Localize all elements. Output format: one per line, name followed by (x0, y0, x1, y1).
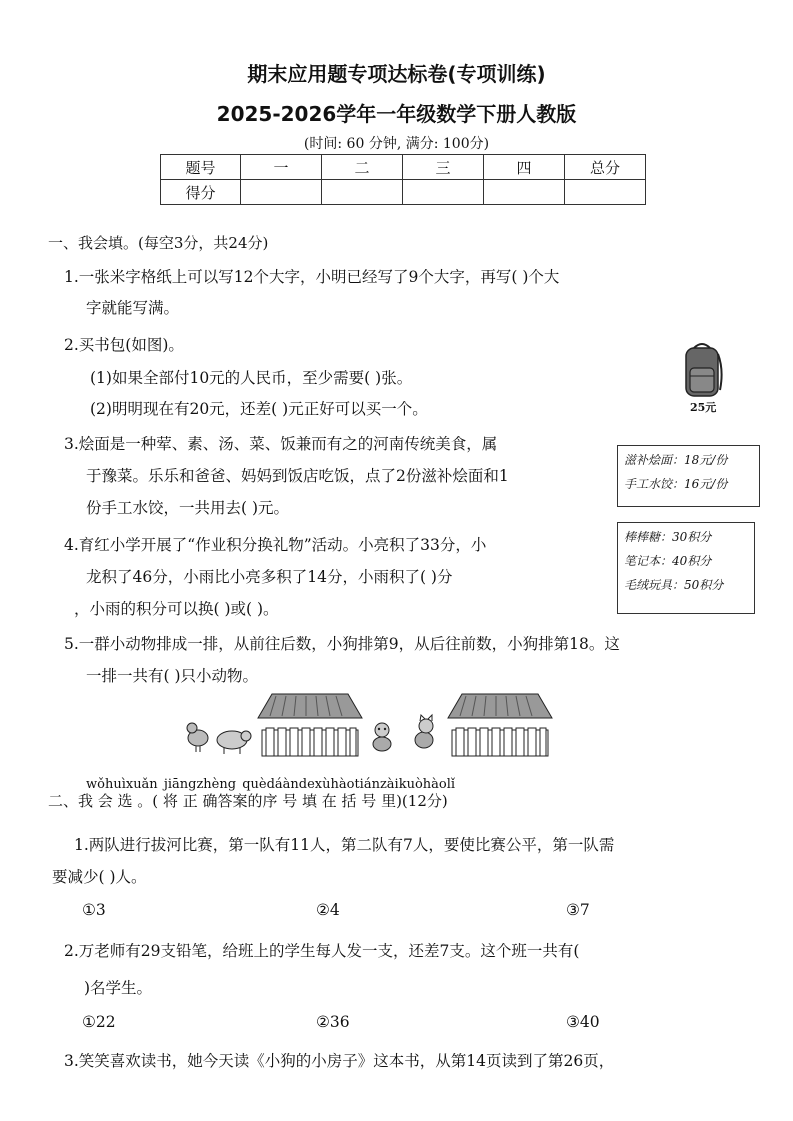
q4-line1: 4.育红小学开展了“作业积分换礼物”活动。小亮积了33分，小 (64, 536, 487, 554)
chicken-icon (187, 723, 208, 752)
score-table (160, 154, 646, 205)
section2-heading: 二、我 会 选 。( 将 正 确答案的序 号 填 在 括 号 里)(12分) (48, 792, 448, 810)
q2-line3: (2)明明现在有20元，还差( )元正好可以买一个。 (90, 400, 428, 418)
score-cell: 三 (403, 155, 484, 180)
house-icon (258, 694, 362, 756)
s2-q3-line1: 3.笑笑喜欢读书，她今天读《小狗的小房子》这本书，从第14页读到了第26页， (64, 1052, 615, 1070)
s2-q2-line1: 2.万老师有29支铅笔，给班上的学生每人发一支，还差7支。这个班一共有( (64, 942, 580, 960)
q5-line1: 5.一群小动物排成一排，从前往后数，小狗排第9，从后往前数，小狗排第18。这 (64, 635, 620, 653)
q1-line1: 1.一张米字格纸上可以写12个大字，小明已经写了9个大字，再写( )个大 (64, 268, 560, 286)
menu-box (617, 445, 760, 507)
time-info: (时间: 60 分钟, 满分: 100分) (303, 136, 490, 152)
score-cell: 题号 (161, 155, 241, 180)
option[interactable]: ②36 (316, 1013, 350, 1031)
option[interactable]: ①22 (82, 1013, 116, 1031)
score-input-cell[interactable] (241, 180, 322, 205)
q3-line2: 于豫菜。乐乐和爸爸、妈妈到饭店吃饭，点了2份滋补烩面和1 (86, 467, 509, 485)
score-cell: 一 (241, 155, 322, 180)
score-table-score-row (161, 180, 646, 205)
q3-line3: 份手工水饺，一共用去( )元。 (86, 499, 290, 517)
score-cell: 得分 (161, 180, 241, 205)
score-cell: 四 (484, 155, 565, 180)
q2-line2: (1)如果全部付10元的人民币，至少需要( )张。 (90, 369, 413, 387)
house-icon (448, 694, 552, 756)
score-input-cell[interactable] (322, 180, 403, 205)
q5-line2: 一排一共有( )只小动物。 (86, 667, 259, 685)
page-subtitle: 2025-2026学年一年级数学下册人教版 (216, 102, 577, 126)
q3-line1: 3.烩面是一种荤、素、汤、菜、饭兼而有之的河南传统美食，属 (64, 435, 498, 453)
score-input-cell[interactable] (484, 180, 565, 205)
option[interactable]: ②4 (316, 901, 340, 919)
score-input-cell[interactable] (403, 180, 484, 205)
section1-heading: 一、我会填。(每空3分，共24分) (48, 234, 269, 252)
cat-icon (415, 715, 433, 748)
dog-icon (373, 723, 391, 751)
gift-item: 毛绒玩具：50积分 (624, 578, 724, 592)
gift-item: 棒棒糖：30积分 (624, 530, 712, 544)
option[interactable]: ③7 (566, 901, 590, 919)
score-input-cell[interactable] (565, 180, 646, 205)
backpack-icon (680, 340, 724, 398)
s2-q1-line1: 1.两队进行拔河比赛，第一队有11人，第二队有7人，要使比赛公平，第一队需 (74, 836, 615, 854)
score-table-header-row (161, 155, 646, 180)
option[interactable]: ①3 (82, 901, 106, 919)
q4-line3: ，小雨的积分可以换( )或( )。 (74, 600, 279, 618)
gift-box (617, 522, 755, 614)
score-cell: 二 (322, 155, 403, 180)
option[interactable]: ③40 (566, 1013, 600, 1031)
menu-item: 手工水饺：16元/份 (624, 477, 728, 491)
backpack-price: 25元 (690, 401, 717, 414)
q1-line2: 字就能写满。 (86, 299, 180, 317)
pig-icon (217, 731, 251, 754)
q4-line2: 龙积了46分，小雨比小亮多积了14分，小雨积了( )分 (86, 568, 453, 586)
gift-item: 笔记本：40积分 (624, 554, 712, 568)
s2-q2-line2: )名学生。 (84, 979, 153, 997)
animals-houses-illustration (180, 688, 565, 758)
page-title: 期末应用题专项达标卷(专项训练) (247, 62, 546, 86)
q2-line1: 2.买书包(如图)。 (64, 336, 184, 354)
s2-q1-line2: 要减少( )人。 (52, 868, 147, 886)
section2-pinyin: wǒhuìxuǎn jiāngzhèng quèdáàndexùhàotiánzàikuòhàolǐ (86, 777, 456, 792)
score-cell: 总分 (565, 155, 646, 180)
menu-item: 滋补烩面：18元/份 (624, 453, 728, 467)
